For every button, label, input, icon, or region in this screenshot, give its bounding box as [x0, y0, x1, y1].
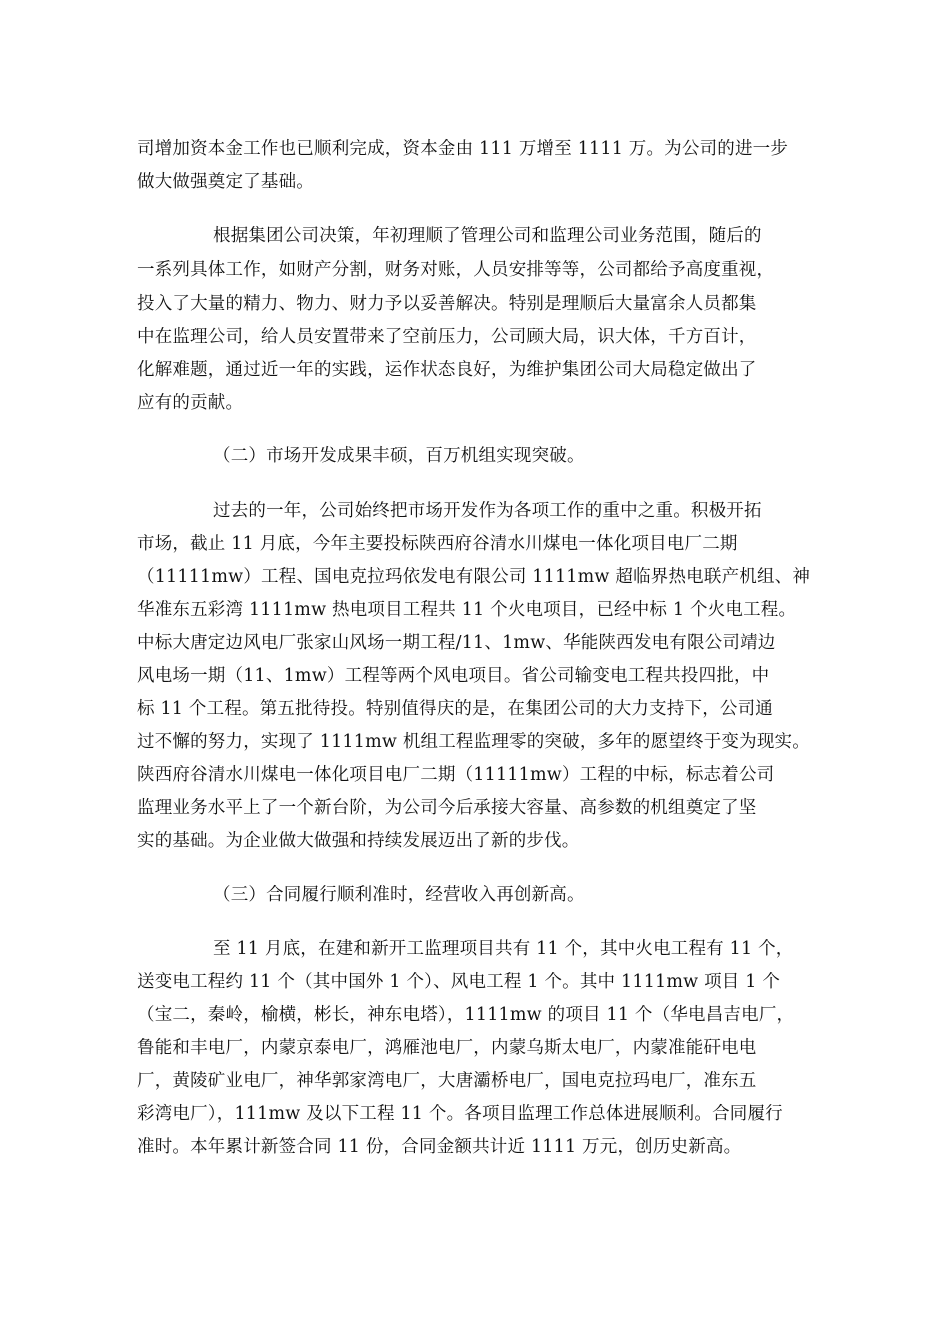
- text-line: 一系列具体工作，如财产分割，财务对账，人员安排等等，公司都给予高度重视，: [137, 260, 775, 280]
- paragraph-first-line: 过去的一年，公司始终把市场开发作为各项工作的重中之重。积极开拓: [213, 501, 762, 521]
- text-line: 厂，黄陵矿业电厂，神华郭家湾电厂，大唐灞桥电厂，国电克拉玛电厂，准东五: [137, 1071, 757, 1091]
- text-line: 过不懈的努力，实现了 1111mw 机组工程监理零的突破，多年的愿望终于变为现实。: [137, 732, 810, 752]
- text-line: 做大做强奠定了基础。: [137, 172, 314, 192]
- text-line: （11111mw）工程、国电克拉玛依发电有限公司 1111mw 超临界热电联产机组、神: [137, 567, 811, 587]
- text-line: （宝二，秦岭，榆横，彬长，神东电塔），1111mw 的项目 11 个（华电昌吉电厂，: [137, 1005, 795, 1025]
- text-line: 标 11 个工程。第五批待投。特别值得庆的是，在集团公司的大力支持下，公司通: [137, 699, 773, 719]
- text-line: 实的基础。为企业做大做强和持续发展迈出了新的步伐。: [137, 831, 580, 851]
- text-line: 司增加资本金工作也已顺利完成，资本金由 111 万增至 1111 万。为公司的进一步: [137, 139, 789, 159]
- text-line: 彩湾电厂），111mw 及以下工程 11 个。各项目监理工作总体进展顺利。合同履行: [137, 1104, 783, 1124]
- text-line: 市场，截止 11 月底，今年主要投标陕西府谷清水川煤电一体化项目电厂二期: [137, 534, 738, 554]
- section-heading: （三）合同履行顺利准时，经营收入再创新高。: [213, 885, 585, 905]
- paragraph-first-line: 至 11 月底，在建和新开工监理项目共有 11 个，其中火电工程有 11 个，: [213, 939, 794, 959]
- text-line: 中在监理公司，给人员安置带来了空前压力，公司顾大局，识大体，千方百计，: [137, 327, 757, 347]
- section-heading: （二）市场开发成果丰硕，百万机组实现突破。: [213, 446, 585, 466]
- text-line: 准时。本年累计新签合同 11 份，合同金额共计近 1111 万元，创历史新高。: [137, 1137, 742, 1157]
- text-line: 华准东五彩湾 1111mw 热电项目工程共 11 个火电项目，已经中标 1 个火电工程。: [137, 600, 797, 620]
- text-line: 陕西府谷清水川煤电一体化项目电厂二期（11111mw）工程的中标，标志着公司: [137, 765, 775, 785]
- text-line: 应有的贡献。: [137, 393, 244, 413]
- paragraph-first-line: 根据集团公司决策，年初理顺了管理公司和监理公司业务范围，随后的: [213, 226, 762, 246]
- text-line: 中标大唐定边风电厂张家山风场一期工程/11、1mw、华能陕西发电有限公司靖边: [137, 633, 776, 653]
- text-line: 鲁能和丰电厂，内蒙京泰电厂，鸿雁池电厂，内蒙乌斯太电厂，内蒙准能矸电电: [137, 1038, 757, 1058]
- text-line: 风电场一期（11、1mw）工程等两个风电项目。省公司输变电工程共投四批，中: [137, 666, 770, 686]
- text-line: 投入了大量的精力、物力、财力予以妥善解决。特别是理顺后大量富余人员都集: [137, 294, 757, 314]
- text-line: 送变电工程约 11 个（其中国外 1 个）、风电工程 1 个。其中 1111mw 项目 1 个: [137, 972, 781, 992]
- text-line: 化解难题，通过近一年的实践，运作状态良好，为维护集团公司大局稳定做出了: [137, 360, 757, 380]
- text-line: 监理业务水平上了一个新台阶，为公司今后承接大容量、高参数的机组奠定了坚: [137, 798, 757, 818]
